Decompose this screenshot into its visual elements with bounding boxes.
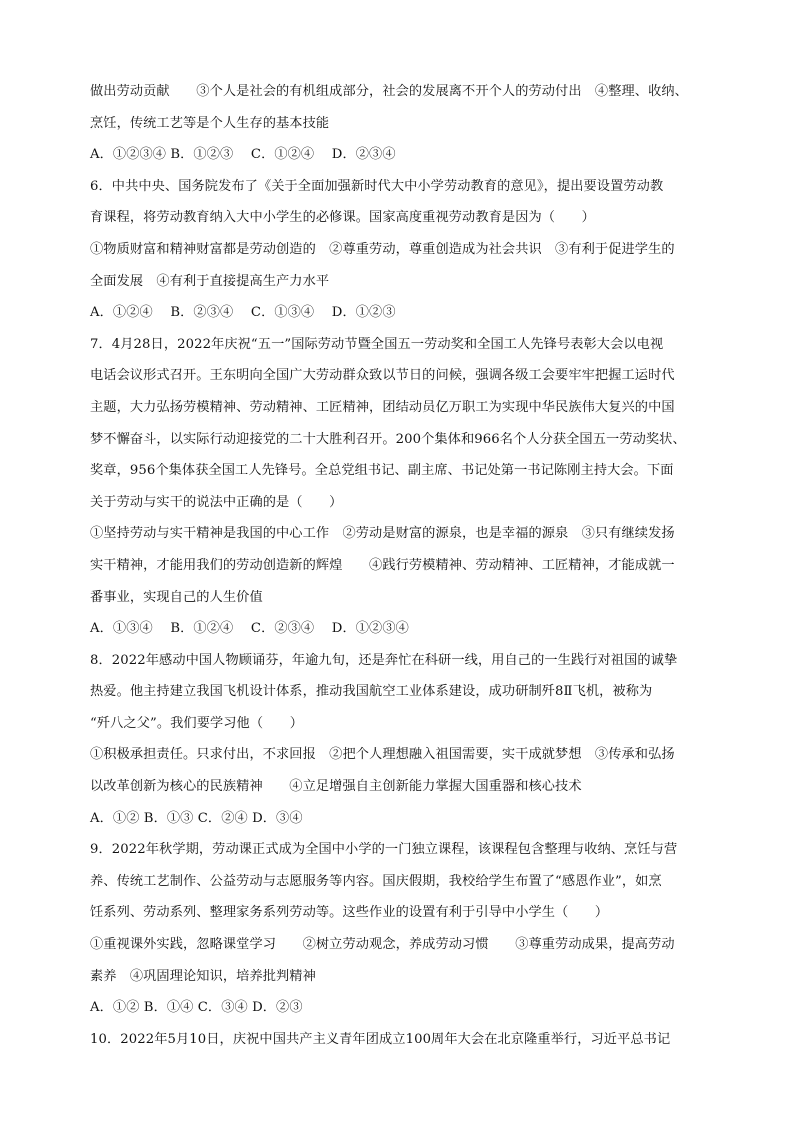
text-line: 热爱。他主持建立我国飞机设计体系，推动我国航空工业体系建设，成功研制歼8Ⅱ飞机，被称为 bbox=[90, 684, 653, 700]
text-line: 实干精神，才能用我们的劳动创造新的辉煌 ④践行劳模精神、劳动精神、工匠精神，才能成就一 bbox=[90, 557, 675, 573]
text-line: ①物质财富和精神财富都是劳动创造的 ②尊重劳动，尊重创造成为社会共识 ③有利于促进学生的 bbox=[90, 241, 675, 257]
question-6-stem: 6．中共中央、国务院发布了《关于全面加强新时代大中小学劳动教育的意见》，提出要设置劳动教 bbox=[90, 178, 664, 194]
text-line: ①积极承担责任。只求付出，不求回报 ②把个人理想融入祖国需要，实干成就梦想 ③传承和弘扬 bbox=[90, 747, 675, 763]
text-line: 梦不懈奋斗，以实际行动迎接党的二十大胜利召开。200个集体和966名个人分获全国五一劳动奖状、 bbox=[90, 431, 686, 447]
answer-options: A．①②④ B．②③④ C．①③④ D．①②③ bbox=[90, 305, 396, 321]
text-line: 全面发展 ④有利于直接提高生产力水平 bbox=[90, 273, 330, 289]
text-line: ①坚持劳动与实干精神是我国的中心工作 ②劳动是财富的源泉，也是幸福的源泉 ③只有继续发扬 bbox=[90, 526, 675, 542]
question-8-stem: 8．2022年感动中国人物顾诵芬，年逾九旬，还是奔忙在科研一线，用自己的一生践行对祖国的诚挚 bbox=[90, 652, 678, 668]
text-line: ①重视课外实践，忽略课堂学习 ②树立劳动观念，养成劳动习惯 ③尊重劳动成果，提高劳动 bbox=[90, 937, 675, 953]
text-line: 烹饪，传统工艺等是个人生存的基本技能 bbox=[90, 115, 330, 131]
text-line: 电话会议形式召开。王东明向全国广大劳动群众致以节日的问候，强调各级工会要牢牢把握工运时代 bbox=[90, 368, 675, 384]
answer-options: A．①③④ B．①②④ C．②③④ D．①②③④ bbox=[90, 621, 409, 637]
text-line: 饪系列、劳动系列、整理家务系列劳动等。这些作业的设置有利于引导中小学生（ ） bbox=[90, 905, 609, 921]
text-line: 奖章，956个集体获全国工人先锋号。全总党组书记、副主席、书记处第一书记陈刚主持大会。下面 bbox=[90, 463, 674, 479]
question-7-stem: 7．4月28日，2022年庆祝“五一”国际劳动节暨全国五一劳动奖和全国工人先锋号表彰大会以电视 bbox=[90, 336, 664, 352]
text-line: 番事业，实现自己的人生价值 bbox=[90, 589, 263, 605]
answer-options: A．①② B．①③ C．②④ D．③④ bbox=[90, 810, 303, 826]
text-line: 以改革创新为核心的民族精神 ④立足增强自主创新能力掌握大国重器和核心技术 bbox=[90, 779, 582, 795]
answer-options: A．①②③④ B．①②③ C．①②④ D．②③④ bbox=[90, 147, 396, 163]
text-line: 做出劳动贡献 ③个人是社会的有机组成部分，社会的发展离不开个人的劳动付出 ④整理、收纳、 bbox=[90, 84, 688, 99]
text-line: 主题，大力弘扬劳模精神、劳动精神、工匠精神，团结动员亿万职工为实现中华民族伟大复兴的中国 bbox=[90, 399, 675, 415]
text-line: 养、传统工艺制作、公益劳动与志愿服务等内容。国庆假期，我校给学生布置了“感恩作业”，如烹 bbox=[90, 873, 662, 889]
text-line: “歼八之父”。我们要学习他（ ） bbox=[90, 715, 303, 731]
question-9-stem: 9．2022年秋学期，劳动课正式成为全国中小学的一门独立课程，该课程包含整理与收纳、烹饪与营 bbox=[90, 842, 678, 858]
question-10-stem: 10．2022年5月10日，庆祝中国共产主义青年团成立100周年大会在北京隆重举行，习近平总书记 bbox=[90, 1031, 671, 1047]
text-line: 育课程，将劳动教育纳入大中小学生的必修课。国家高度重视劳动教育是因为（ ） bbox=[90, 210, 595, 226]
text-line: 素养 ④巩固理论知识，培养批判精神 bbox=[90, 968, 316, 984]
text-line: 关于劳动与实干的说法中正确的是（ ） bbox=[90, 494, 343, 510]
document-body bbox=[90, 76, 712, 1055]
answer-options: A．①② B．①④ C．③④ D．②③ bbox=[90, 1000, 303, 1016]
